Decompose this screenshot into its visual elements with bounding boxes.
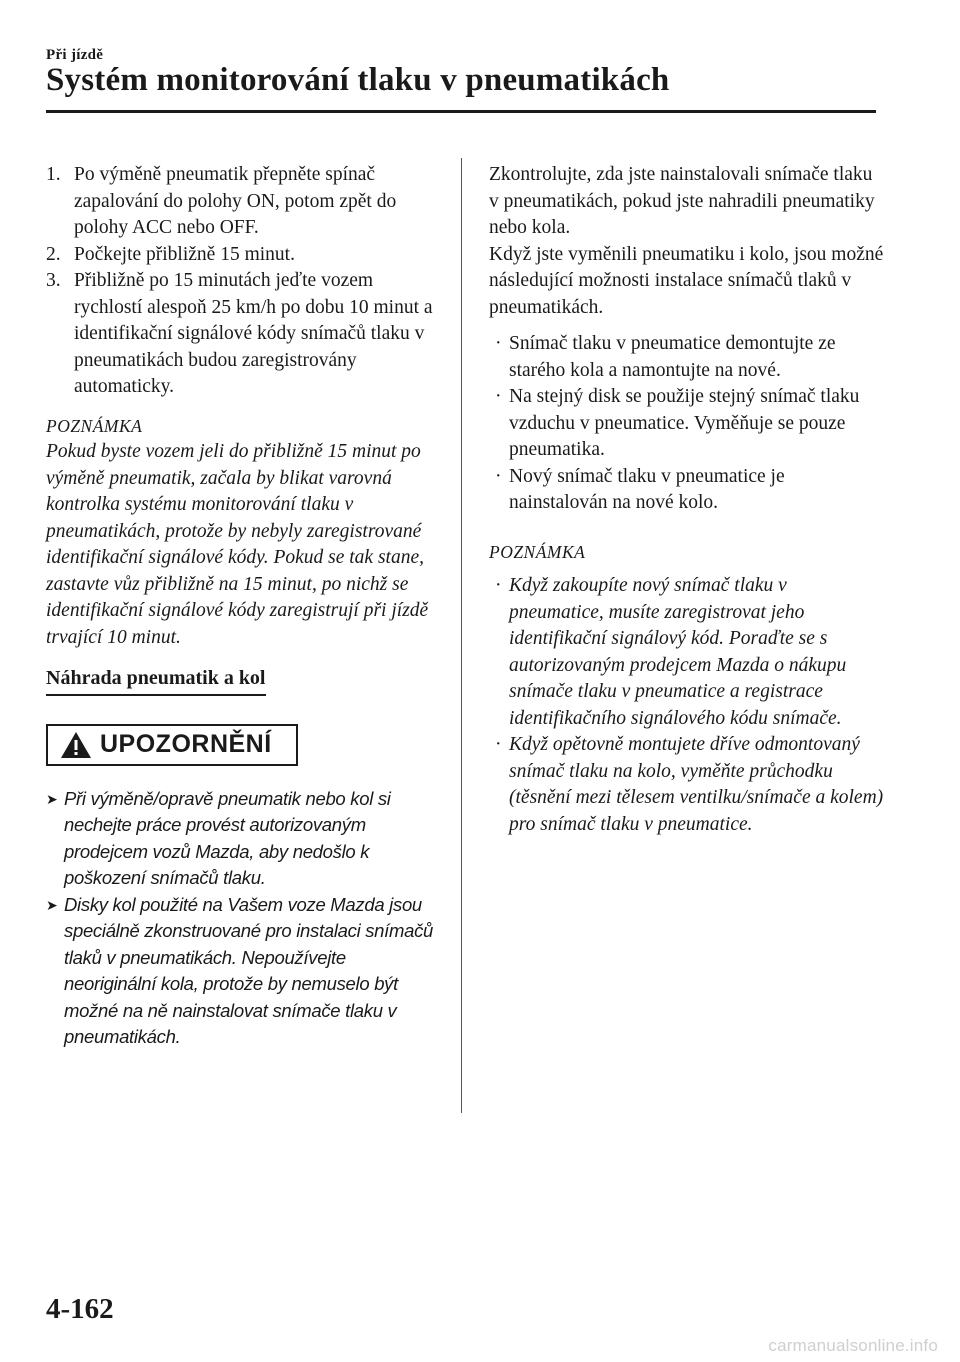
step-item [46, 268, 441, 401]
list-item [489, 732, 884, 838]
arrow-right-icon: ➤ [46, 790, 58, 807]
caution-header [46, 724, 298, 766]
column-divider [461, 158, 462, 1113]
caution-title: UPOZORNĚNÍ [100, 730, 272, 759]
watermark: carmanualsonline.info [768, 1336, 938, 1355]
list-item-text: Snímač tlaku v pneumatice demontujte ze starého kola a namontujte na nové. [509, 333, 836, 381]
left-column [46, 162, 441, 1051]
list-item [489, 573, 884, 732]
note-title: POZNÁMKA [46, 415, 143, 436]
list-item-text: Když zakoupíte nový snímač tlaku v pneumatice, musíte zaregistrovat jeho identifikační signálový kód. Poraďte se s autorizovaným prodejcem Mazda o nákupu snímače tlaku v pneumatice a registrace identifikačního signálového kódu snímače. [509, 575, 847, 729]
step-number: 1. [46, 164, 61, 185]
page-title: Systém monitorování tlaku v pneumatikách [46, 62, 670, 98]
note-title: POZNÁMKA [489, 541, 586, 562]
list-item [489, 464, 884, 517]
install-options-list [489, 331, 884, 517]
bullet-dot-icon: · [495, 386, 502, 407]
bullet-dot-icon: · [495, 333, 502, 354]
section-label: Při jízdě [46, 47, 104, 63]
bullet-dot-icon: · [495, 734, 502, 755]
note-left [46, 413, 441, 652]
step-text: Počkejte přibližně 15 minut. [74, 243, 295, 265]
step-number: 2. [46, 243, 61, 265]
intro-paragraph: Zkontrolujte, zda jste nainstalovali snímače tlaku v pneumatikách, pokud jste nahradili pneumatiky nebo kola. [489, 164, 875, 238]
step-text: Přibližně po 15 minutách jeďte vozem rychlostí alespoň 25 km/h po dobu 10 minut a identifikační signálové kódy snímačů tlaku v pneumatikách budou zaregistrovány automaticky. [74, 270, 433, 397]
steps-list [46, 162, 441, 401]
bullet-dot-icon: · [495, 575, 502, 596]
step-item [46, 162, 441, 242]
right-column [489, 162, 884, 838]
list-item [489, 331, 884, 384]
caution-text: Disky kol použité na Vašem voze Mazda jsou speciálně zkonstruované pro instalaci snímačů tlaků v pneumatikách. Nepoužívejte neoriginální kola, protože by nemuselo být možné na ně nainstalovat snímače tlaku v pneumatikách. [64, 893, 434, 1047]
intro-paragraph: Když jste vyměnili pneumatiku i kolo, jsou možné následující možnosti instalace snímačů tlaků v pneumatikách. [489, 243, 884, 318]
list-item [489, 384, 884, 464]
bullet-dot-icon: · [495, 465, 502, 487]
step-item [46, 242, 441, 269]
step-number: 3. [46, 270, 61, 291]
arrow-right-icon: ➤ [46, 896, 58, 913]
title-rule [46, 110, 876, 113]
list-item-text: Když opětovně montujete dříve odmontovaný snímač tlaku na kolo, vyměňte průchodku (těsnění mezi tělesem ventilku/snímače a kolem) pro snímač tlaku v pneumatice. [509, 734, 884, 835]
note-right [489, 539, 884, 839]
warning-triangle-icon [60, 731, 92, 759]
caution-item [46, 892, 441, 1051]
caution-list [46, 786, 441, 1051]
page-number: 4-162 [46, 1293, 114, 1325]
note-text: Pokud byste vozem jeli do přibližně 15 minut po výměně pneumatik, začala by blikat varovná kontrolka systému monitorování tlaku v pneumatikách, protože by nebyly zaregistrované identifikační signálové kódy. Pokud se tak stane, zastavte vůz přibližně na 15 minut, po nichž se identifikační signálové kódy zaregistrují při jízdě trvající 10 minut. [46, 441, 429, 648]
caution-text: Při výměně/opravě pneumatik nebo kol si nechejte práce provést autorizovaným prodejcem vozů Mazda, aby nedošlo k poškození snímačů tlaku. [64, 787, 391, 888]
list-item-text: Nový snímač tlaku v pneumatice je nainstalován na nové kolo. [509, 465, 785, 513]
caution-item [46, 786, 441, 892]
note-list [489, 573, 884, 838]
section-subheading: Náhrada pneumatik a kol [46, 665, 266, 696]
step-text: Po výměně pneumatik přepněte spínač zapalování do polohy ON, potom zpět do polohy ACC nebo OFF. [74, 164, 397, 238]
list-item-text: Na stejný disk se použije stejný snímač tlaku vzduchu v pneumatice. Vyměňuje se pouze pneumatika. [509, 386, 860, 460]
